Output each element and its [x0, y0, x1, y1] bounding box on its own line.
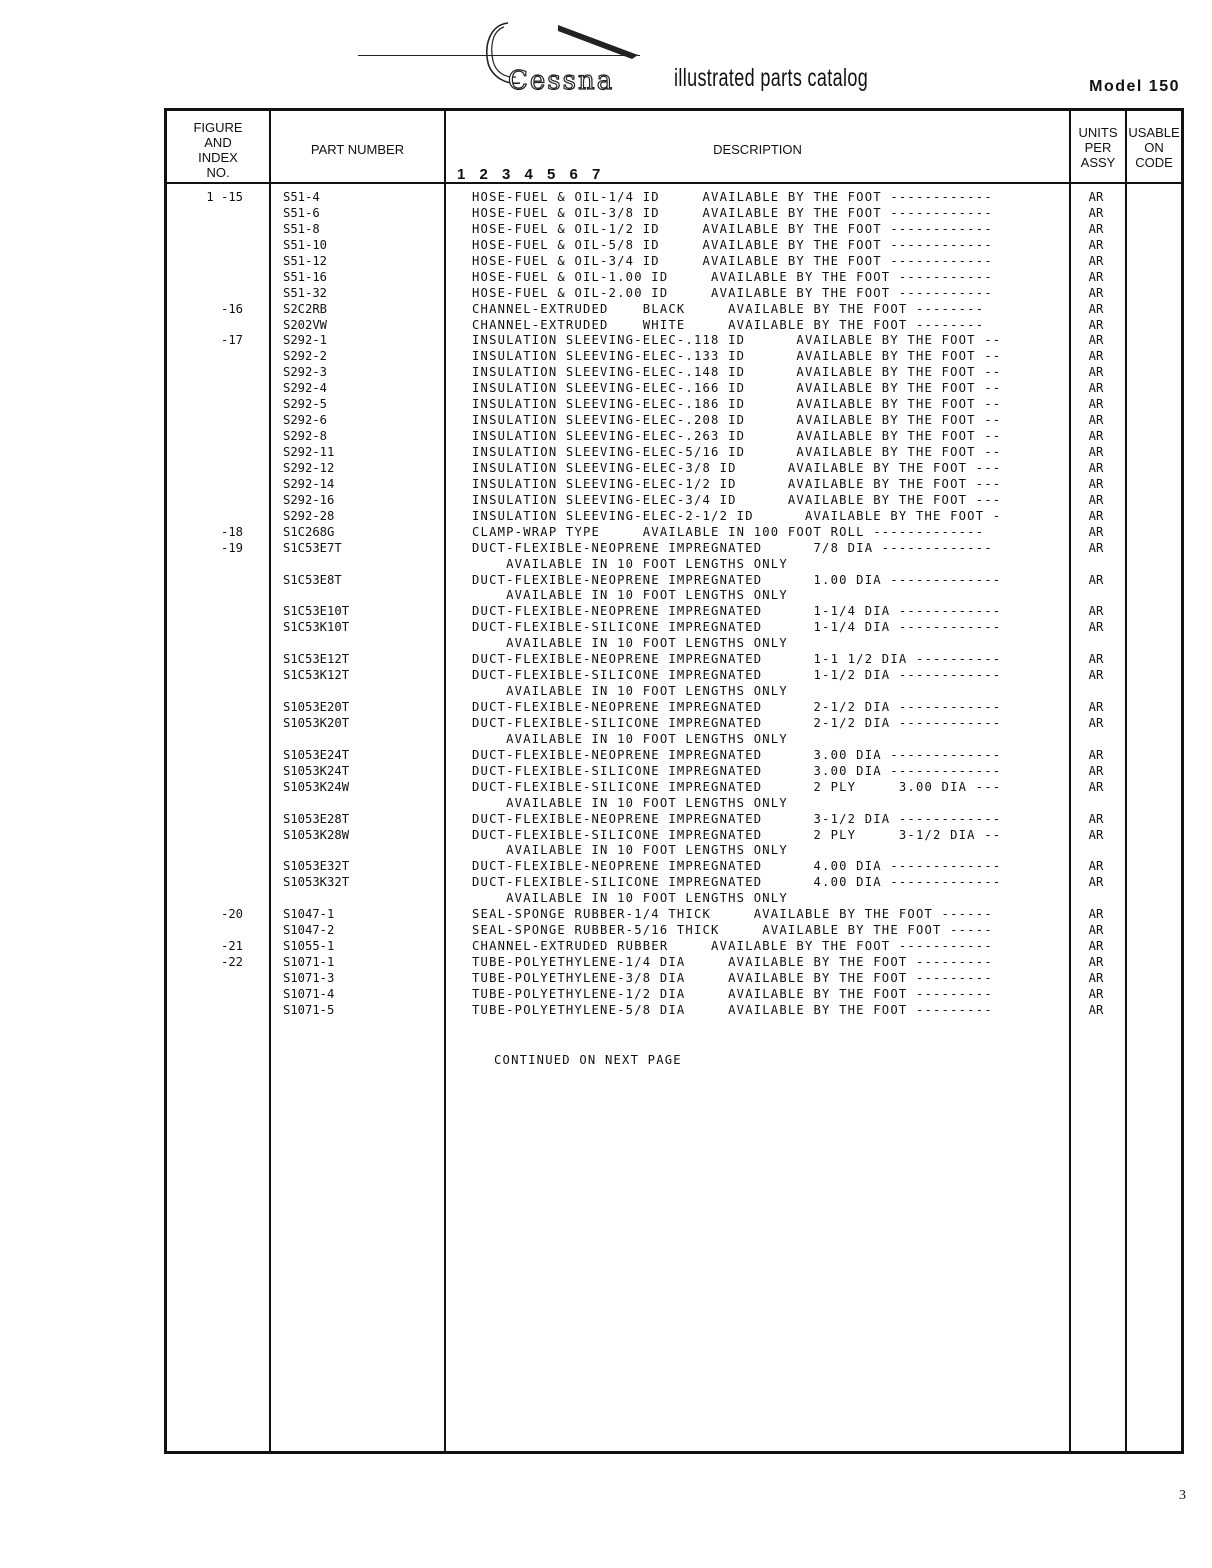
- description-cell: CLAMP-WRAP TYPE AVAILABLE IN 100 FOOT ROLL -------------: [472, 524, 985, 539]
- table-row: [167, 221, 1181, 237]
- table-row: [167, 572, 1181, 588]
- description-cell: DUCT-FLEXIBLE-NEOPRENE IMPREGNATED 7/8 DIA -------------: [472, 540, 993, 555]
- figure-index-cell: -20: [220, 907, 243, 922]
- header-text: UNITS: [1078, 125, 1118, 140]
- table-row: [167, 396, 1181, 412]
- description-cell: HOSE-FUEL & OIL-3/8 ID AVAILABLE BY THE FOOT ------------: [472, 205, 993, 220]
- part-number-cell: S292-12: [283, 460, 335, 475]
- part-number-cell: S1C268G: [283, 524, 335, 539]
- description-cell: DUCT-FLEXIBLE-NEOPRENE IMPREGNATED 3-1/2 DIA ------------: [472, 811, 1002, 826]
- header-text: ON: [1144, 140, 1164, 155]
- table-row: [167, 763, 1181, 779]
- table-row: [167, 476, 1181, 492]
- units-cell: AR: [1088, 301, 1104, 316]
- part-number-cell: S1C53E7T: [283, 540, 342, 555]
- units-cell: AR: [1088, 429, 1104, 444]
- header-text: AND: [204, 135, 232, 150]
- table-row: [167, 890, 1181, 906]
- header-divider: [167, 182, 1181, 184]
- part-number-cell: S1053E32T: [283, 859, 350, 874]
- description-cell: SEAL-SPONGE RUBBER-1/4 THICK AVAILABLE BY THE FOOT ------: [472, 907, 993, 922]
- units-cell: AR: [1088, 923, 1104, 938]
- part-number-cell: S1053E28T: [283, 811, 350, 826]
- description-cell: SEAL-SPONGE RUBBER-5/16 THICK AVAILABLE BY THE FOOT -----: [472, 923, 993, 938]
- table-row: [167, 364, 1181, 380]
- table-row: [167, 619, 1181, 635]
- description-cell: DUCT-FLEXIBLE-NEOPRENE IMPREGNATED 3.00 DIA -------------: [472, 747, 1002, 762]
- description-cell: HOSE-FUEL & OIL-5/8 ID AVAILABLE BY THE FOOT ------------: [472, 237, 993, 252]
- part-number-cell: S292-3: [283, 365, 328, 380]
- units-cell: AR: [1088, 572, 1104, 587]
- part-number-cell: S1C53K12T: [283, 668, 350, 683]
- table-row: [167, 811, 1181, 827]
- description-cell: INSULATION SLEEVING-ELEC-1/2 ID AVAILABLE BY THE FOOT ---: [472, 476, 1002, 491]
- description-cell: DUCT-FLEXIBLE-SILICONE IMPREGNATED 4.00 DIA -------------: [472, 875, 1002, 890]
- brand-name: Cessna: [508, 66, 615, 96]
- part-number-cell: S1053E24T: [283, 747, 350, 762]
- table-row: [167, 428, 1181, 444]
- table-row: [167, 986, 1181, 1002]
- description-cell: CHANNEL-EXTRUDED BLACK AVAILABLE BY THE FOOT --------: [472, 301, 985, 316]
- units-cell: AR: [1088, 811, 1104, 826]
- header-text: PER: [1084, 140, 1112, 155]
- table-row: [167, 253, 1181, 269]
- description-cell: DUCT-FLEXIBLE-SILICONE IMPREGNATED 2 PLY 3.00 DIA ---: [472, 779, 1002, 794]
- part-number-cell: S51-6: [283, 205, 320, 220]
- part-number-cell: S1071-3: [283, 970, 335, 985]
- description-cell: INSULATION SLEEVING-ELEC-.263 ID AVAILABLE BY THE FOOT --: [472, 429, 1002, 444]
- part-number-cell: S51-8: [283, 221, 320, 236]
- part-number-cell: S1071-4: [283, 986, 335, 1001]
- header-text: NO.: [206, 165, 230, 180]
- table-row: [167, 332, 1181, 348]
- figure-index-cell: -16: [220, 301, 243, 316]
- catalog-title: illustrated parts catalog: [674, 64, 869, 92]
- table-body: [167, 189, 1181, 1018]
- description-cell: TUBE-POLYETHYLENE-5/8 DIA AVAILABLE BY THE FOOT ---------: [472, 1002, 993, 1017]
- description-cell: AVAILABLE IN 10 FOOT LENGTHS ONLY: [472, 795, 788, 810]
- units-cell: AR: [1088, 333, 1104, 348]
- table-row: [167, 587, 1181, 603]
- header-text: INDEX: [198, 150, 238, 165]
- units-cell: AR: [1088, 317, 1104, 332]
- units-cell: AR: [1088, 253, 1104, 268]
- units-cell: AR: [1088, 875, 1104, 890]
- units-cell: AR: [1088, 397, 1104, 412]
- table-row: [167, 683, 1181, 699]
- description-cell: HOSE-FUEL & OIL-2.00 ID AVAILABLE BY THE FOOT -----------: [472, 285, 993, 300]
- description-cell: HOSE-FUEL & OIL-1.00 ID AVAILABLE BY THE FOOT -----------: [472, 269, 993, 284]
- description-cell: CHANNEL-EXTRUDED WHITE AVAILABLE BY THE FOOT --------: [472, 317, 985, 332]
- units-cell: AR: [1088, 476, 1104, 491]
- table-row: [167, 954, 1181, 970]
- description-cell: DUCT-FLEXIBLE-NEOPRENE IMPREGNATED 1-1/4 DIA ------------: [472, 604, 1002, 619]
- description-cell: INSULATION SLEEVING-ELEC-.208 ID AVAILABLE BY THE FOOT --: [472, 413, 1002, 428]
- table-row: [167, 189, 1181, 205]
- description-cell: INSULATION SLEEVING-ELEC-.118 ID AVAILABLE BY THE FOOT --: [472, 333, 1002, 348]
- part-number-cell: S1C53E10T: [283, 604, 350, 619]
- part-number-cell: S292-14: [283, 476, 335, 491]
- description-cell: INSULATION SLEEVING-ELEC-.148 ID AVAILABLE BY THE FOOT --: [472, 365, 1002, 380]
- header-description: DESCRIPTION: [713, 142, 802, 157]
- header-part-number: PART NUMBER: [310, 142, 405, 157]
- units-cell: AR: [1088, 205, 1104, 220]
- description-cell: DUCT-FLEXIBLE-SILICONE IMPREGNATED 3.00 DIA -------------: [472, 763, 1002, 778]
- units-cell: AR: [1088, 827, 1104, 842]
- table-row: [167, 938, 1181, 954]
- units-cell: AR: [1088, 986, 1104, 1001]
- units-cell: AR: [1088, 620, 1104, 635]
- description-cell: HOSE-FUEL & OIL-1/2 ID AVAILABLE BY THE FOOT ------------: [472, 221, 993, 236]
- model-label: Model 150: [1089, 78, 1180, 95]
- description-cell: DUCT-FLEXIBLE-NEOPRENE IMPREGNATED 4.00 DIA -------------: [472, 859, 1002, 874]
- table-row: [167, 492, 1181, 508]
- table-row: [167, 412, 1181, 428]
- table-row: [167, 285, 1181, 301]
- units-cell: AR: [1088, 508, 1104, 523]
- description-cell: INSULATION SLEEVING-ELEC-5/16 ID AVAILABLE BY THE FOOT --: [472, 445, 1002, 459]
- units-cell: AR: [1088, 221, 1104, 236]
- table-row: [167, 237, 1181, 253]
- description-cell: DUCT-FLEXIBLE-NEOPRENE IMPREGNATED 1.00 DIA -------------: [472, 572, 1002, 587]
- part-number-cell: S1071-1: [283, 955, 335, 969]
- part-number-cell: S1053K28W: [283, 827, 350, 842]
- units-cell: AR: [1088, 269, 1104, 284]
- part-number-cell: S2C2RB: [283, 301, 328, 316]
- page-header: [0, 0, 1212, 105]
- part-number-cell: S292-6: [283, 413, 328, 428]
- units-cell: AR: [1088, 955, 1104, 969]
- units-cell: AR: [1088, 604, 1104, 619]
- table-row: [167, 460, 1181, 476]
- units-cell: AR: [1088, 939, 1104, 954]
- part-number-cell: S51-16: [283, 269, 328, 284]
- header-figure-index: [167, 120, 269, 180]
- part-number-cell: S51-32: [283, 285, 328, 300]
- part-number-cell: S51-12: [283, 253, 328, 268]
- description-cell: AVAILABLE IN 10 FOOT LENGTHS ONLY: [472, 843, 788, 858]
- units-cell: AR: [1088, 349, 1104, 364]
- table-row: [167, 667, 1181, 683]
- continued-note: CONTINUED ON NEXT PAGE: [494, 1053, 682, 1067]
- table-row: [167, 205, 1181, 221]
- units-cell: AR: [1088, 652, 1104, 667]
- figure-index-cell: -19: [220, 540, 243, 555]
- units-cell: AR: [1088, 381, 1104, 396]
- table-row: [167, 970, 1181, 986]
- description-cell: DUCT-FLEXIBLE-SILICONE IMPREGNATED 2 PLY 3-1/2 DIA --: [472, 827, 1002, 842]
- part-number-cell: S1047-1: [283, 907, 335, 922]
- table-row: [167, 380, 1181, 396]
- table-row: [167, 651, 1181, 667]
- units-cell: AR: [1088, 700, 1104, 714]
- part-number-cell: S292-1: [283, 333, 328, 348]
- table-row: [167, 348, 1181, 364]
- table-row: [167, 301, 1181, 317]
- description-cell: AVAILABLE IN 10 FOOT LENGTHS ONLY: [472, 588, 788, 603]
- description-cell: INSULATION SLEEVING-ELEC-.186 ID AVAILABLE BY THE FOOT --: [472, 397, 1002, 412]
- header-text: CODE: [1135, 155, 1173, 170]
- description-cell: INSULATION SLEEVING-ELEC-.166 ID AVAILABLE BY THE FOOT --: [472, 381, 1002, 396]
- table-row: [167, 699, 1181, 715]
- units-cell: AR: [1088, 365, 1104, 380]
- units-cell: AR: [1088, 492, 1104, 507]
- table-row: [167, 317, 1181, 333]
- units-cell: AR: [1088, 715, 1104, 730]
- part-number-cell: S1C53K10T: [283, 620, 350, 635]
- figure-index-cell: -21: [220, 939, 243, 954]
- part-number-cell: S51-4: [283, 190, 320, 204]
- units-cell: AR: [1088, 907, 1104, 922]
- units-cell: AR: [1088, 779, 1104, 794]
- header-text: USABLE: [1128, 125, 1180, 140]
- units-cell: AR: [1088, 413, 1104, 428]
- figure-index-cell: 1 -15: [206, 190, 243, 204]
- units-cell: AR: [1088, 237, 1104, 252]
- units-cell: AR: [1088, 190, 1104, 204]
- units-cell: AR: [1088, 524, 1104, 539]
- part-number-cell: S1C53E8T: [283, 572, 342, 587]
- units-cell: AR: [1088, 445, 1104, 459]
- table-row: [167, 715, 1181, 731]
- table-row: [167, 1002, 1181, 1018]
- table-row: [167, 922, 1181, 938]
- description-cell: AVAILABLE IN 10 FOOT LENGTHS ONLY: [472, 891, 788, 906]
- table-row: [167, 603, 1181, 619]
- units-cell: AR: [1088, 1002, 1104, 1017]
- part-number-cell: S292-16: [283, 492, 335, 507]
- description-cell: HOSE-FUEL & OIL-1/4 ID AVAILABLE BY THE FOOT ------------: [472, 190, 993, 204]
- part-number-cell: S1053K24T: [283, 763, 350, 778]
- description-cell: TUBE-POLYETHYLENE-1/2 DIA AVAILABLE BY THE FOOT ---------: [472, 986, 993, 1001]
- part-number-cell: S1055-1: [283, 939, 335, 954]
- figure-index-cell: -17: [220, 333, 243, 348]
- figure-index-cell: -18: [220, 524, 243, 539]
- description-cell: DUCT-FLEXIBLE-SILICONE IMPREGNATED 2-1/2 DIA ------------: [472, 715, 1002, 730]
- units-cell: AR: [1088, 747, 1104, 762]
- description-cell: AVAILABLE IN 10 FOOT LENGTHS ONLY: [472, 684, 788, 699]
- part-number-cell: S1053K20T: [283, 715, 350, 730]
- part-number-cell: S1047-2: [283, 923, 335, 938]
- header-text: ASSY: [1080, 155, 1116, 170]
- part-number-cell: S292-5: [283, 397, 328, 412]
- units-cell: AR: [1088, 763, 1104, 778]
- table-row: [167, 524, 1181, 540]
- table-row: [167, 508, 1181, 524]
- part-number-cell: S1C53E12T: [283, 652, 350, 667]
- part-number-cell: S1053K24W: [283, 779, 350, 794]
- table-row: [167, 731, 1181, 747]
- units-cell: AR: [1088, 460, 1104, 475]
- table-row: [167, 556, 1181, 572]
- description-cell: INSULATION SLEEVING-ELEC-3/8 ID AVAILABLE BY THE FOOT ---: [472, 460, 1002, 475]
- description-cell: TUBE-POLYETHYLENE-3/8 DIA AVAILABLE BY THE FOOT ---------: [472, 970, 993, 985]
- table-row: [167, 635, 1181, 651]
- description-cell: AVAILABLE IN 10 FOOT LENGTHS ONLY: [472, 636, 788, 651]
- part-number-cell: S292-2: [283, 349, 328, 364]
- units-cell: AR: [1088, 859, 1104, 874]
- part-number-cell: S51-10: [283, 237, 328, 252]
- part-number-cell: S1053K32T: [283, 875, 350, 890]
- table-row: [167, 858, 1181, 874]
- units-cell: AR: [1088, 540, 1104, 555]
- units-cell: AR: [1088, 970, 1104, 985]
- units-cell: AR: [1088, 668, 1104, 683]
- description-cell: AVAILABLE IN 10 FOOT LENGTHS ONLY: [472, 556, 788, 571]
- table-row: [167, 842, 1181, 858]
- table-row: [167, 874, 1181, 890]
- description-cell: DUCT-FLEXIBLE-SILICONE IMPREGNATED 1-1/2 DIA ------------: [472, 668, 1002, 683]
- table-row: [167, 540, 1181, 556]
- description-cell: INSULATION SLEEVING-ELEC-.133 ID AVAILABLE BY THE FOOT --: [472, 349, 1002, 364]
- header-units-per-assy: [1071, 125, 1125, 170]
- description-cell: INSULATION SLEEVING-ELEC-3/4 ID AVAILABLE BY THE FOOT ---: [472, 492, 1002, 507]
- header-description-levels: 1 2 3 4 5 6 7: [457, 166, 606, 183]
- table-row: [167, 269, 1181, 285]
- description-cell: TUBE-POLYETHYLENE-1/4 DIA AVAILABLE BY THE FOOT ---------: [472, 955, 993, 969]
- page-number: 3: [1179, 1488, 1186, 1503]
- description-cell: HOSE-FUEL & OIL-3/4 ID AVAILABLE BY THE FOOT ------------: [472, 253, 993, 268]
- description-cell: DUCT-FLEXIBLE-NEOPRENE IMPREGNATED 1-1 1/2 DIA ----------: [472, 652, 1002, 667]
- table-row: [167, 795, 1181, 811]
- parts-table: [164, 108, 1184, 1454]
- description-cell: INSULATION SLEEVING-ELEC-2-1/2 ID AVAILABLE BY THE FOOT -: [472, 508, 1002, 523]
- header-text: FIGURE: [193, 120, 243, 135]
- units-cell: AR: [1088, 285, 1104, 300]
- table-row: [167, 779, 1181, 795]
- table-row: [167, 747, 1181, 763]
- part-number-cell: S202VW: [283, 317, 328, 332]
- description-cell: DUCT-FLEXIBLE-SILICONE IMPREGNATED 1-1/4 DIA ------------: [472, 620, 1002, 635]
- part-number-cell: S292-4: [283, 381, 328, 396]
- header-usable-on-code: [1127, 125, 1181, 170]
- table-row: [167, 906, 1181, 922]
- figure-index-cell: -22: [220, 955, 243, 969]
- part-number-cell: S1071-5: [283, 1002, 335, 1017]
- table-row: [167, 444, 1181, 460]
- description-cell: AVAILABLE IN 10 FOOT LENGTHS ONLY: [472, 731, 788, 746]
- part-number-cell: S292-11: [283, 445, 335, 459]
- part-number-cell: S292-8: [283, 429, 328, 444]
- part-number-cell: S292-28: [283, 508, 335, 523]
- description-cell: CHANNEL-EXTRUDED RUBBER AVAILABLE BY THE FOOT -----------: [472, 939, 993, 954]
- table-row: [167, 827, 1181, 843]
- part-number-cell: S1053E20T: [283, 700, 350, 714]
- description-cell: DUCT-FLEXIBLE-NEOPRENE IMPREGNATED 2-1/2 DIA ------------: [472, 700, 1002, 714]
